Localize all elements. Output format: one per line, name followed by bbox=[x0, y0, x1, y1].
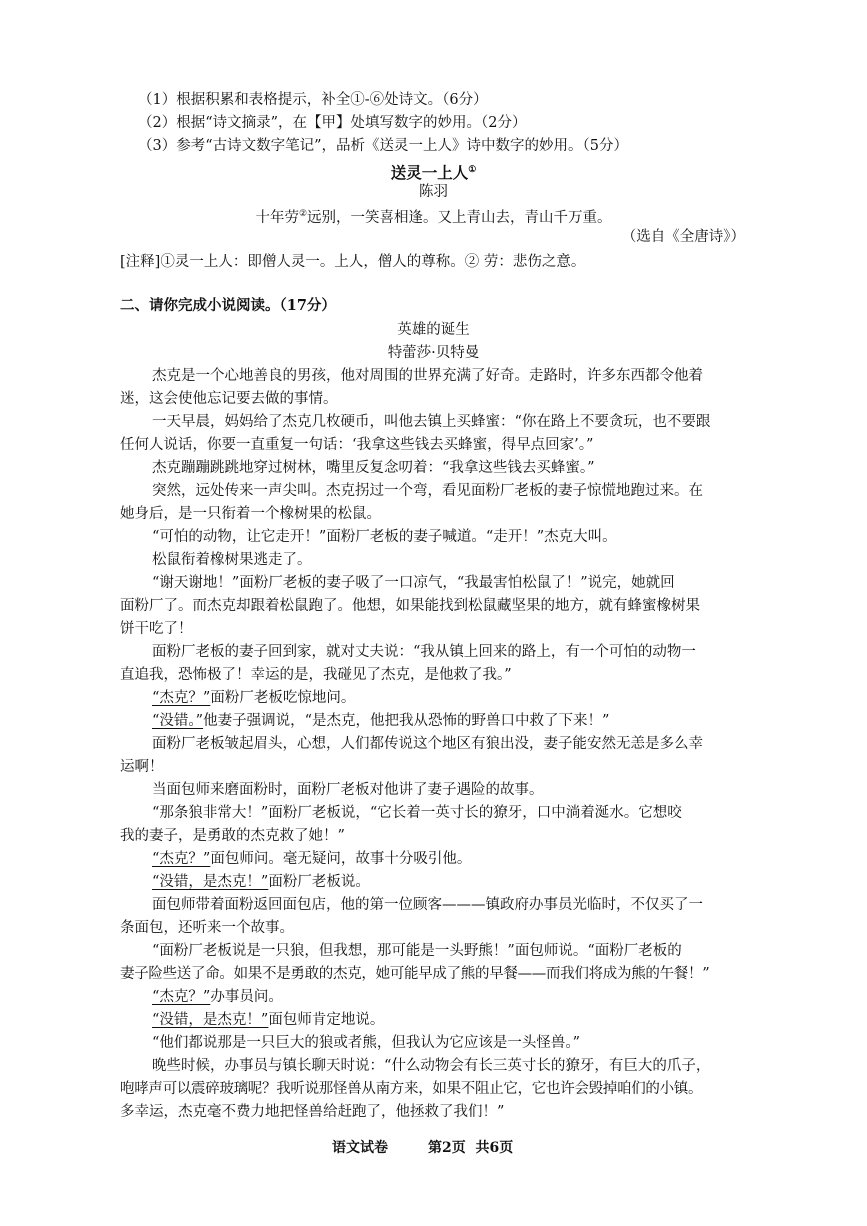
story-line: 饼干吃了！ bbox=[120, 621, 193, 637]
underlined-dialogue: “没错，是杰克！” bbox=[152, 1012, 269, 1028]
story-line: “可怕的动物，让它走开！”面粉厂老板的妻子喊道。“走开！”杰克大叫。 bbox=[152, 529, 617, 545]
poem-source: （选自《全唐诗》） bbox=[621, 229, 745, 245]
story-line: 当面包师来磨面粉时，面粉厂老板对他讲了妻子遇险的故事。 bbox=[152, 782, 544, 798]
story-line: 面粉厂老板的妻子回到家，就对丈夫说：“我从镇上回来的路上，有一个可怕的动物一 bbox=[152, 644, 696, 660]
story-line: 任何人说话，你要一直重复一句话：‘我拿这些钱去买蜂蜜，得早点回家’。” bbox=[120, 437, 594, 453]
story-line: “他们都说那是一只巨大的狼或者熊，但我认为它应该是一头怪兽。” bbox=[152, 1035, 581, 1051]
story-line: “没错。”他妻子强调说，“是杰克，他把我从恐怖的野兽口中救了下来！” bbox=[152, 713, 610, 729]
story-line: 直追我，恐怖极了！幸运的是，我碰见了杰克，是他救了我。” bbox=[120, 667, 512, 683]
story-line: 她身后，是一只衔着一个橡树果的松鼠。 bbox=[120, 506, 381, 522]
story-line: 咆哮声可以震碎玻璃呢？我听说那怪兽从南方来，如果不阻止它，它也许会毁掉咱们的小镇。 bbox=[120, 1081, 703, 1097]
story-line: “面粉厂老板说是一只狼，但我想，那可能是一头野熊！”面包师说。“面粉厂老板的 bbox=[152, 943, 682, 959]
story-line: 晚些时候，办事员与镇长聊天时说：“什么动物会有长三英寸长的獠牙，有巨大的爪子， bbox=[152, 1058, 711, 1074]
story-line: 杰克是一个心地善良的男孩，他对周围的世界充满了好奇。走路时，许多东西都令他着 bbox=[152, 368, 703, 384]
story-line: 妻子险些送了命。如果不是勇敢的杰克，她可能早成了熊的早餐——而我们将成为熊的午餐！” bbox=[120, 966, 710, 982]
story-line: “杰克？”面粉厂老板吃惊地问。 bbox=[152, 690, 356, 706]
question-1: （1）根据积累和表格提示，补全①-⑥处诗文。（6分） bbox=[138, 92, 488, 108]
story-line: 面粉厂老板皱起眉头，心想，人们都传说这个地区有狼出没，妻子能安然无恙是多么幸 bbox=[152, 736, 703, 752]
story-line: 条面包，还听来一个故事。 bbox=[120, 920, 294, 936]
story-line: 面包师带着面粉返回面包店，他的第一位顾客———镇政府办事员光临时，不仅买了一 bbox=[152, 897, 703, 913]
underlined-dialogue: “杰克？” bbox=[152, 989, 211, 1005]
poem-verse-footnote-mark: ② bbox=[298, 209, 308, 219]
question-2: （2）根据“诗文摘录”，在【甲】处填写数字的妙用。（2分） bbox=[138, 115, 527, 131]
story-line: 一天早晨，妈妈给了杰克几枚硬币，叫他去镇上买蜂蜜：“你在路上不要贪玩，也不要跟 bbox=[152, 414, 711, 430]
section-heading: 二、请你完成小说阅读。（17分） bbox=[120, 297, 336, 314]
poem-title: 送灵一上人① bbox=[390, 163, 477, 183]
footer-subject: 语文试卷 bbox=[332, 1140, 388, 1156]
story-line: “那条狼非常大！”面粉厂老板说，“它长着一英寸长的獠牙，口中淌着涎水。它想咬 bbox=[152, 805, 682, 821]
story-line: “没错，是杰克！”面包师肯定地说。 bbox=[152, 1012, 385, 1028]
poem-title-footnote-mark: ① bbox=[468, 165, 477, 175]
poem-verse: 十年劳②远别，一笑喜相逢。又上青山去，青山千万重。 bbox=[255, 209, 612, 226]
poem-author: 陈羽 bbox=[419, 184, 448, 200]
story-line: 我的妻子，是勇敢的杰克救了她！” bbox=[120, 828, 345, 844]
underlined-dialogue: “杰克？” bbox=[152, 690, 211, 706]
underlined-dialogue: “没错，是杰克！” bbox=[152, 874, 269, 890]
story-line: “没错，是杰克！”面粉厂老板说。 bbox=[152, 874, 370, 890]
story-line: 多幸运，杰克毫不费力地把怪兽给赶跑了，他拯救了我们！” bbox=[120, 1104, 505, 1120]
poem-note: [注释]①灵一上人：即僧人灵一。上人，僧人的尊称。② 劳：悲伤之意。 bbox=[120, 254, 586, 270]
story-line: 杰克蹦蹦跳跳地穿过树林，嘴里反复念叨着：“我拿这些钱去买蜂蜜。” bbox=[152, 460, 595, 476]
story-author: 特蕾莎·贝特曼 bbox=[387, 345, 480, 361]
underlined-dialogue: “没错。” bbox=[152, 713, 204, 729]
story-line: “谢天谢地！”面粉厂老板的妻子吸了一口凉气，“我最害怕松鼠了！”说完，她就回 bbox=[152, 575, 675, 591]
story-line: “杰克？”面包师问。毫无疑问，故事十分吸引他。 bbox=[152, 851, 472, 867]
story-line: 迷，这会使他忘记要去做的事情。 bbox=[120, 391, 338, 407]
footer-page-number: 第2页 共6页 bbox=[428, 1140, 514, 1156]
story-line: 突然，远处传来一声尖叫。杰克拐过一个弯，看见面粉厂老板的妻子惊慌地跑过来。在 bbox=[152, 483, 703, 499]
underlined-dialogue: “杰克？” bbox=[152, 851, 211, 867]
story-title: 英雄的诞生 bbox=[397, 322, 470, 338]
story-line: 运啊！ bbox=[120, 759, 164, 775]
story-line: “杰克？”办事员问。 bbox=[152, 989, 283, 1005]
question-3: （3）参考“古诗文数字笔记”，品析《送灵一上人》诗中数字的妙用。（5分） bbox=[138, 138, 629, 154]
story-line: 面粉厂了。而杰克却跟着松鼠跑了。他想，如果能找到松鼠藏坚果的地方，就有蜂蜜橡树果 bbox=[120, 598, 700, 614]
story-line: 松鼠衔着橡树果逃走了。 bbox=[152, 552, 312, 568]
